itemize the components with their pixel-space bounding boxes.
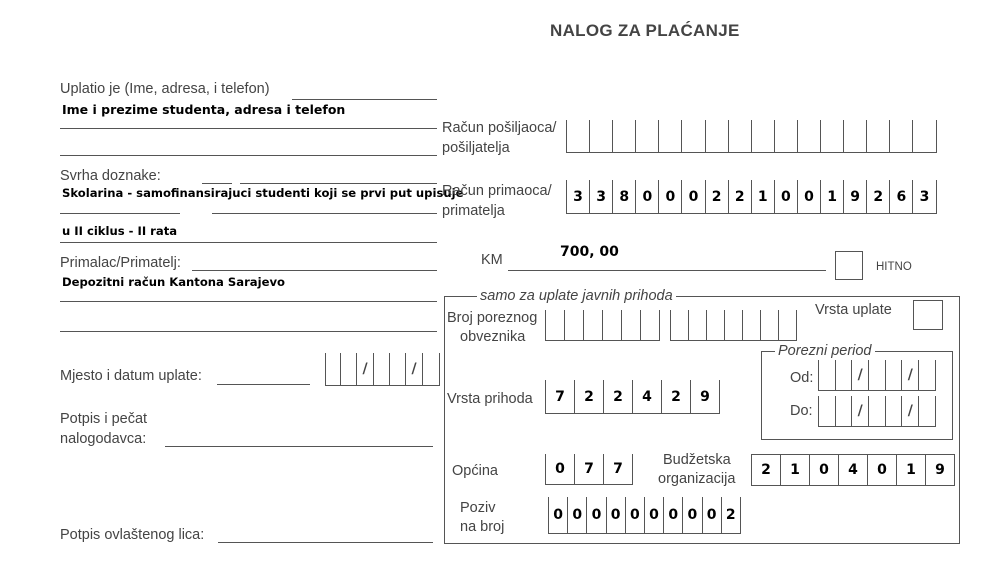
digit-cell[interactable]: 2: [722, 497, 741, 533]
budget-org-label-1: Budžetska: [663, 452, 731, 468]
digit-cell[interactable]: [869, 396, 886, 426]
digit-cell[interactable]: 0: [645, 497, 664, 533]
digit-cell[interactable]: [919, 360, 936, 390]
digit-cell[interactable]: 0: [549, 497, 568, 533]
budget-org-label-2: organizacija: [658, 471, 736, 487]
digit-cell[interactable]: 9: [844, 180, 867, 213]
digit-cell[interactable]: 2: [662, 380, 691, 413]
payer-label: Uplatio je (Ime, adresa, i telefon): [60, 81, 270, 97]
payer-line-1: [292, 99, 437, 100]
revenue-type-cells[interactable]: [545, 380, 720, 414]
digit-cell[interactable]: [886, 396, 903, 426]
tax-period-label: Porezni period: [775, 344, 875, 359]
taxpayer-number-label-2: obveznika: [460, 329, 526, 345]
recipient-line-2: [60, 331, 437, 332]
payment-type-box[interactable]: [913, 300, 943, 330]
digit-cell[interactable]: [659, 120, 682, 152]
digit-cell[interactable]: [798, 120, 821, 152]
digit-cell[interactable]: [779, 310, 797, 340]
digit-cell[interactable]: [565, 310, 584, 340]
digit-cell[interactable]: 0: [587, 497, 606, 533]
period-to-cells[interactable]: [818, 396, 936, 427]
date-separator: /: [852, 360, 869, 390]
reference-cells[interactable]: [548, 497, 741, 534]
digit-cell[interactable]: 0: [626, 497, 645, 533]
digit-cell[interactable]: [636, 120, 659, 152]
digit-cell[interactable]: [725, 310, 743, 340]
purpose-line-1[interactable]: Skolarina - samofinansirajuci studenti koji se prvi put upisuje: [62, 186, 464, 200]
recipient-account-cells[interactable]: [566, 180, 937, 214]
digit-cell[interactable]: 0: [810, 455, 839, 485]
amount-value[interactable]: 700, 00: [560, 244, 619, 260]
digit-cell[interactable]: 0: [546, 454, 575, 484]
digit-cell[interactable]: [761, 310, 779, 340]
digit-cell[interactable]: 9: [691, 380, 720, 413]
digit-cell[interactable]: 2: [729, 180, 752, 213]
digit-cell[interactable]: [689, 310, 707, 340]
payer-signature-line: [165, 446, 433, 447]
digit-cell[interactable]: [706, 120, 729, 152]
digit-cell[interactable]: 7: [546, 380, 575, 413]
payer-value[interactable]: Ime i prezime studenta, adresa i telefon: [62, 102, 346, 117]
digit-cell[interactable]: [546, 310, 565, 340]
digit-cell[interactable]: [775, 120, 798, 152]
digit-cell[interactable]: [819, 396, 836, 426]
period-to-label: Do:: [790, 403, 813, 419]
digit-cell[interactable]: [729, 120, 752, 152]
digit-cell[interactable]: [886, 360, 903, 390]
payment-type-label: Vrsta uplate: [815, 302, 892, 318]
taxpayer-number-cells[interactable]: [545, 310, 660, 341]
digit-cell[interactable]: 6: [890, 180, 913, 213]
digit-cell[interactable]: [844, 120, 867, 152]
purpose-line-0b: [240, 183, 437, 184]
digit-cell[interactable]: 0: [683, 497, 702, 533]
digit-cell[interactable]: [821, 120, 844, 152]
digit-cell[interactable]: 7: [575, 454, 604, 484]
date-cell[interactable]: [326, 353, 341, 385]
digit-cell[interactable]: 9: [926, 455, 955, 485]
authorized-signature-line: [218, 542, 433, 543]
date-cells[interactable]: [325, 353, 440, 386]
digit-cell[interactable]: 0: [607, 497, 626, 533]
digit-cell[interactable]: [890, 120, 913, 152]
digit-cell[interactable]: 2: [752, 455, 781, 485]
digit-cell[interactable]: 2: [604, 380, 633, 413]
digit-cell[interactable]: 4: [633, 380, 662, 413]
digit-cell[interactable]: [867, 120, 890, 152]
digit-cell[interactable]: [622, 310, 641, 340]
recipient-line-1: [60, 301, 437, 302]
date-cell[interactable]: [390, 353, 406, 385]
reference-label-2: na broj: [460, 519, 505, 535]
digit-cell[interactable]: 0: [798, 180, 821, 213]
date-separator: /: [852, 396, 869, 426]
digit-cell[interactable]: 0: [659, 180, 682, 213]
digit-cell[interactable]: 8: [613, 180, 636, 213]
budget-org-cells[interactable]: [751, 454, 955, 486]
revenue-type-label: Vrsta prihoda: [447, 391, 533, 407]
digit-cell[interactable]: [590, 120, 613, 152]
digit-cell[interactable]: 1: [781, 455, 810, 485]
payer-line-2: [60, 128, 437, 129]
sender-account-label-1: Račun pošiljaoca/: [442, 120, 557, 136]
reference-label-1: Poziv: [460, 500, 496, 516]
digit-cell[interactable]: 2: [575, 380, 604, 413]
date-separator: /: [357, 353, 374, 385]
digit-cell[interactable]: 1: [752, 180, 775, 213]
period-from-label: Od:: [790, 370, 814, 386]
purpose-line-0a: [202, 183, 232, 184]
sender-account-label-2: pošiljatelja: [442, 140, 510, 156]
recipient-value[interactable]: Depozitni račun Kantona Sarajevo: [62, 275, 285, 289]
digit-cell[interactable]: 0: [664, 497, 683, 533]
digit-cell[interactable]: 0: [868, 455, 897, 485]
payer-signature-label-2: nalogodavca:: [60, 431, 147, 447]
digit-cell[interactable]: [919, 396, 936, 426]
digit-cell[interactable]: 7: [604, 454, 633, 484]
recipient-account-label-1: Račun primaoca/: [442, 183, 552, 199]
digit-cell[interactable]: [913, 120, 936, 152]
sender-account-cells[interactable]: [566, 120, 937, 153]
digit-cell[interactable]: [836, 360, 853, 390]
digit-cell[interactable]: [819, 360, 836, 390]
digit-cell[interactable]: 4: [839, 455, 868, 485]
purpose-line-2-rule: [60, 242, 437, 243]
amount-line: [508, 270, 826, 271]
digit-cell[interactable]: 3: [913, 180, 936, 213]
digit-cell[interactable]: 0: [703, 497, 722, 533]
digit-cell[interactable]: [584, 310, 603, 340]
digit-cell[interactable]: [641, 310, 660, 340]
date-separator: /: [902, 360, 919, 390]
digit-cell[interactable]: [752, 120, 775, 152]
digit-cell[interactable]: [682, 120, 705, 152]
digit-cell[interactable]: 1: [821, 180, 844, 213]
urgent-label: HITNO: [876, 261, 912, 273]
payer-line-3: [60, 155, 437, 156]
municipality-cells[interactable]: [545, 454, 633, 485]
digit-cell[interactable]: 0: [775, 180, 798, 213]
digit-cell[interactable]: 1: [897, 455, 926, 485]
taxpayer-number-label-1: Broj poreznog: [447, 310, 538, 326]
recipient-account-label-2: primatelja: [442, 203, 505, 219]
digit-cell[interactable]: 0: [568, 497, 587, 533]
place-line: [217, 384, 310, 385]
digit-cell[interactable]: [603, 310, 622, 340]
payer-signature-label-1: Potpis i pečat: [60, 411, 148, 427]
digit-cell[interactable]: [743, 310, 761, 340]
municipality-label: Općina: [452, 463, 498, 479]
digit-cell[interactable]: [869, 360, 886, 390]
purpose-line-2[interactable]: u II ciklus - II rata: [62, 224, 178, 238]
digit-cell[interactable]: [567, 120, 590, 152]
period-from-cells[interactable]: [818, 360, 936, 391]
date-cell[interactable]: [341, 353, 357, 385]
public-revenue-label: samo za uplate javnih prihoda: [477, 289, 676, 304]
purpose-line-1-rule-a: [60, 213, 180, 214]
digit-cell[interactable]: [671, 310, 689, 340]
form-title: NALOG ZA PLAĆANJE: [550, 21, 740, 40]
place-date-label: Mjesto i datum uplate:: [60, 368, 202, 384]
taxpayer-number-cells-2[interactable]: [670, 310, 797, 341]
digit-cell[interactable]: 0: [682, 180, 705, 213]
recipient-label: Primalac/Primatelj:: [60, 255, 181, 271]
purpose-line-1-rule-b: [212, 213, 437, 214]
date-separator: /: [406, 353, 423, 385]
digit-cell[interactable]: 3: [567, 180, 590, 213]
date-cell[interactable]: [374, 353, 390, 385]
digit-cell[interactable]: [707, 310, 725, 340]
digit-cell[interactable]: 3: [590, 180, 613, 213]
digit-cell[interactable]: 2: [706, 180, 729, 213]
digit-cell[interactable]: 2: [867, 180, 890, 213]
digit-cell[interactable]: 0: [636, 180, 659, 213]
authorized-signature-label: Potpis ovlaštenog lica:: [60, 527, 205, 543]
digit-cell[interactable]: [836, 396, 853, 426]
date-separator: /: [902, 396, 919, 426]
purpose-label: Svrha doznake:: [60, 168, 161, 184]
urgent-checkbox[interactable]: [835, 251, 863, 280]
date-cell[interactable]: [423, 353, 440, 385]
amount-currency: KM: [481, 252, 503, 268]
recipient-line-0: [192, 270, 437, 271]
digit-cell[interactable]: [613, 120, 636, 152]
